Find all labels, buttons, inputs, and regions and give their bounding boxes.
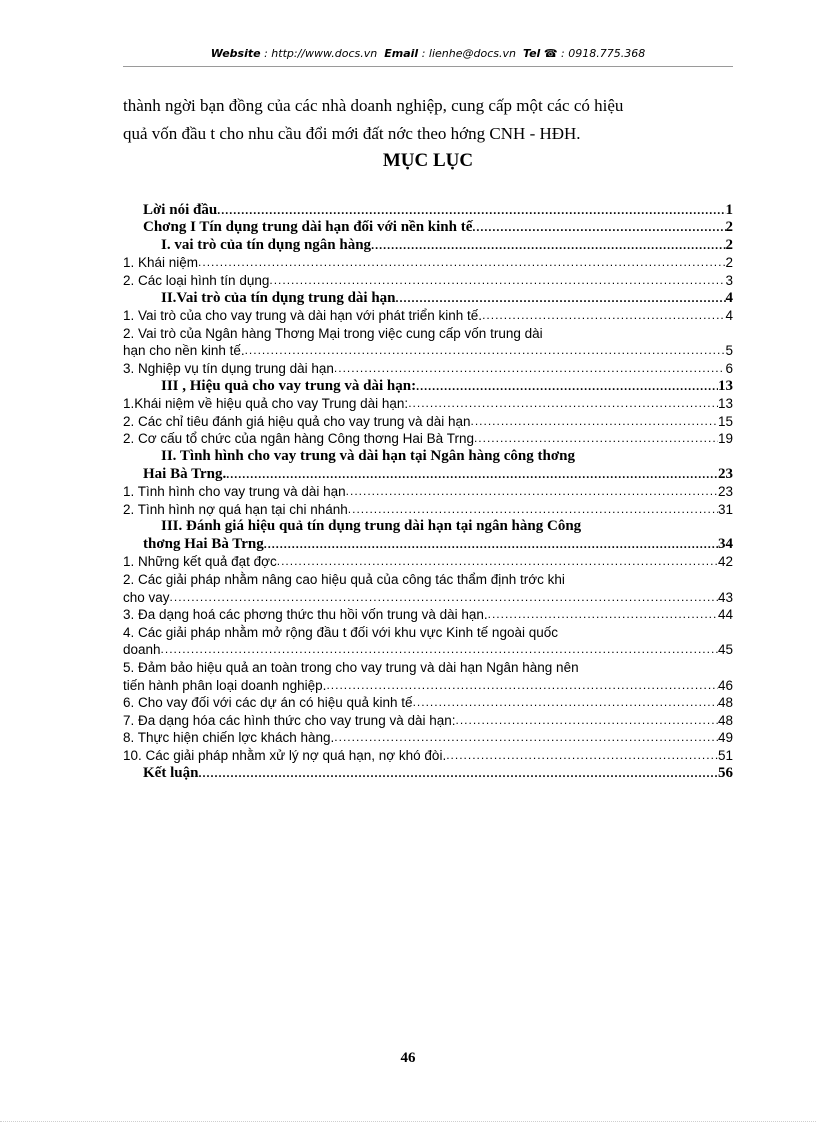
toc-entry: Chơng I Tín dụng trung dài hạn đối với nền kinh tế ..... 2: [123, 219, 733, 237]
email-value: : lienhe@docs.vn: [421, 47, 516, 60]
toc-entry: thơng Hai Bà Trng ..... 34: [123, 535, 733, 553]
toc-entry: II. Tình hình cho vay trung và dài hạn tại Ngân hàng công thơng: [161, 447, 575, 464]
intro-paragraph: [123, 92, 733, 148]
toc-entry: 2. Tình hình nợ quá hạn tại chi nhánh ..... 31: [123, 500, 733, 518]
toc-entry: 3. Đa dạng hoá các phơng thức thu hồi vốn trung và dài hạn. ..... 44: [123, 606, 733, 624]
toc-entry: 2. Các chỉ tiêu đánh giá hiệu quả cho vay trung và dài hạn ..... 15: [123, 412, 733, 430]
toc-entry: II.Vai trò của tín dụng trung dài hạn ..... 4: [123, 289, 733, 307]
toc-entry: cho vay ..... 43: [123, 588, 733, 606]
toc-entry: 1. Tình hình cho vay trung và dài hạn ..... 23: [123, 483, 733, 501]
toc-entry: 4. Các giải pháp nhằm mở rộng đầu t đối với khu vực Kinh tế ngoài quốc: [123, 624, 558, 640]
website-label: Website: [210, 47, 261, 60]
toc-entry: 6. Cho vay đối với các dự án có hiệu quả kinh tế ..... 48: [123, 694, 733, 712]
toc-entry: Kết luận ..... 56: [123, 764, 733, 782]
toc-entry: 2. Các giải pháp nhằm nâng cao hiệu quả của công tác thẩm định trớc khi: [123, 572, 565, 588]
toc-entry: 5. Đảm bảo hiệu quả an toàn trong cho vay trung và dài hạn Ngân hàng nên: [123, 660, 579, 676]
website-value: : http://www.docs.vn: [264, 47, 378, 60]
toc-entry: 2. Cơ cấu tổ chức của ngân hàng Công thơng Hai Bà Trng ..... 19: [123, 430, 733, 448]
toc-entry: 1. Vai trò của cho vay trung và dài hạn với phát triển kinh tế. ..... 4: [123, 307, 733, 325]
toc-entry: 1. Những kết quả đạt đợc ..... 42: [123, 553, 733, 571]
tel-value: : 0918.775.368: [561, 47, 646, 60]
toc-entry: 2. Các loại hình tín dụng ..... 3: [123, 271, 733, 289]
page-bottom-divider: [0, 1121, 816, 1122]
toc-entry: I. vai trò của tín dụng ngân hàng ..... 2: [123, 236, 733, 254]
toc-entry: doanh ..... 45: [123, 641, 733, 659]
toc-entry: 7. Đa dạng hóa các hình thức cho vay trung và dài hạn: ..... 48: [123, 711, 733, 729]
toc-entry: 3. Nghiệp vụ tín dụng trung dài hạn ..... 6: [123, 359, 733, 377]
intro-line-2: quả vốn đầu t cho nhu cầu đổi mới đất nớc theo hớng CNH - HĐH.: [123, 124, 581, 143]
toc-entry: hạn cho nền kinh tế. ..... 5: [123, 342, 733, 360]
toc-entry: Hai Bà Trng. ..... 23: [123, 465, 733, 483]
phone-icon: ☎: [543, 47, 558, 60]
toc-entry: III. Đánh giá hiệu quả tín dụng trung dài hạn tại ngân hàng Công: [161, 518, 582, 535]
toc-entry: 8. Thực hiện chiến lợc khách hàng. ..... 49: [123, 729, 733, 747]
table-of-contents: [123, 201, 733, 782]
page-number: 46: [400, 1050, 416, 1066]
toc-entry: III , Hiệu quả cho vay trung và dài hạn: ..... 13: [123, 377, 733, 395]
page-header: [123, 47, 733, 60]
toc-entry: 1.Khái niệm về hiệu quả cho vay Trung dài hạn: ..... 13: [123, 395, 733, 413]
toc-entry: 1. Khái niệm ..... 2: [123, 254, 733, 272]
toc-entry: 10. Các giải pháp nhằm xử lý nợ quá hạn, nợ khó đòi. ..... 51: [123, 746, 733, 764]
toc-title: MỤC LỤC: [382, 150, 474, 171]
tel-label: Tel: [522, 47, 541, 60]
header-divider: [123, 66, 733, 67]
toc-entry: tiến hành phân loại doanh nghiệp. ..... 46: [123, 676, 733, 694]
toc-entry: Lời nói đầu ..... 1: [123, 201, 733, 219]
toc-entry: 2. Vai trò của Ngân hàng Thơng Mại trong việc cung cấp vốn trung dài: [123, 325, 543, 341]
email-label: Email: [384, 47, 419, 60]
intro-line-1: thành ngời bạn đồng của các nhà doanh nghiệp, cung cấp một các có hiệu: [123, 96, 624, 115]
